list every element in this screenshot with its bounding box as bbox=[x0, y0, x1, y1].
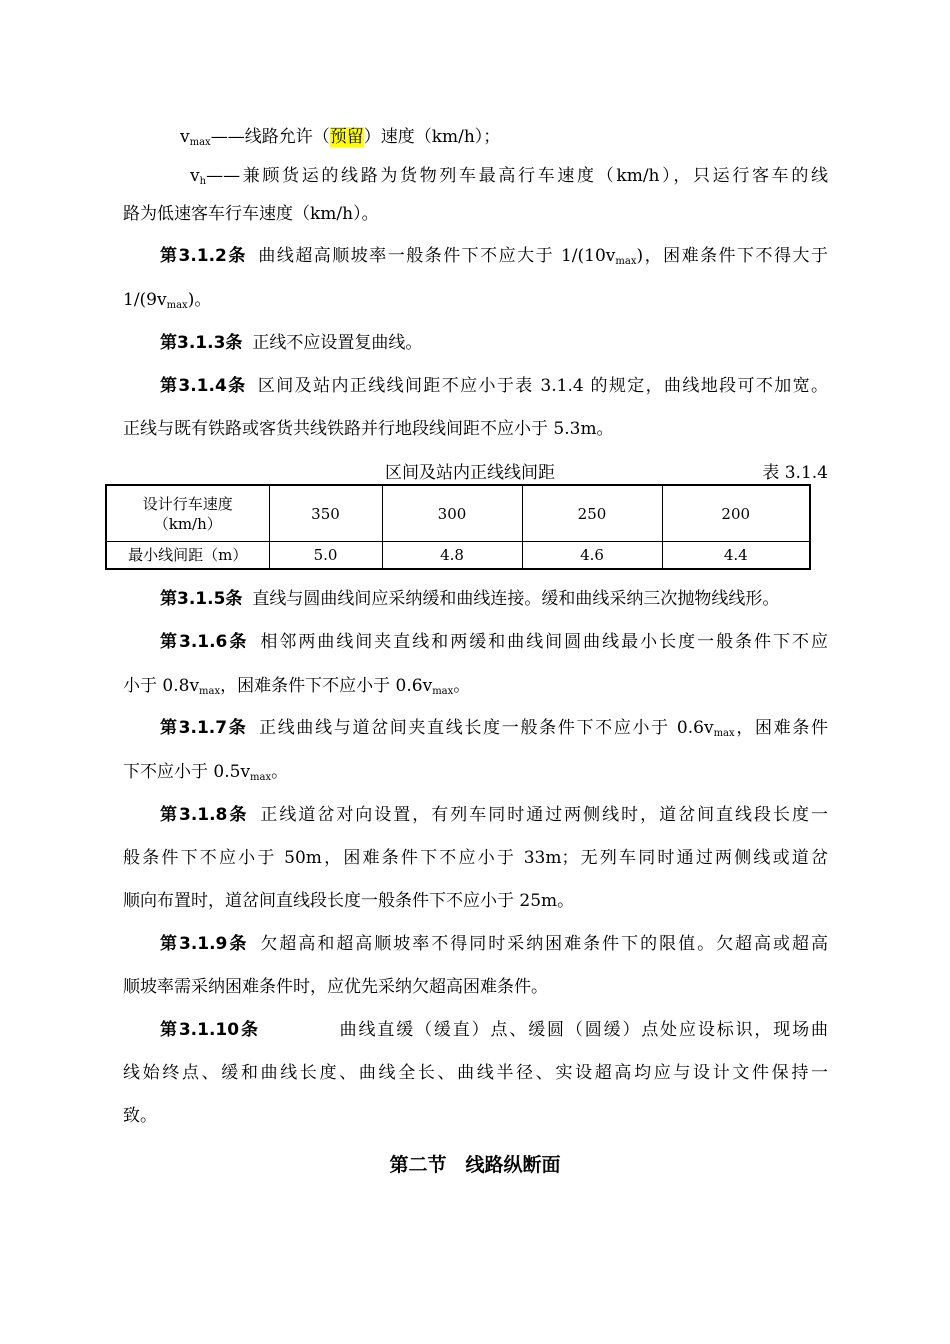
highlighted-text: 预留 bbox=[329, 127, 364, 147]
article-3-1-3: 第3.1.3条 正线不应设置复曲线。 bbox=[160, 333, 423, 353]
table-cell: 200 bbox=[662, 485, 810, 542]
table-row bbox=[106, 485, 810, 542]
vh-definition-line1: $v_h——$兼顾货运的线路为货物列车最高行车速度（km/h），只运行客车的线 bbox=[190, 166, 828, 187]
line-spacing-table bbox=[105, 484, 811, 570]
article-3-1-6-line2: 小于 $0.8v_{max}$，困难条件下不应小于 $0.6v_{max}$。 bbox=[123, 676, 471, 697]
section-heading: 第二节 线路纵断面 bbox=[389, 1154, 561, 1176]
table-cell: 4.6 bbox=[522, 542, 662, 570]
article-3-1-8-line2: 般条件下不应小于 50m，困难条件下不应小于 33m；无列车同时通过两侧线或道岔 bbox=[123, 848, 828, 868]
article-3-1-2-line2: $1/(9v_{max})$。 bbox=[123, 290, 212, 311]
article-label: 第3.1.8条 bbox=[160, 805, 249, 825]
article-3-1-8-line1: 第3.1.8条 正线道岔对向设置，有列车同时通过两侧线时，道岔间直线段长度一 bbox=[160, 805, 829, 825]
article-label: 第3.1.5条 bbox=[160, 589, 243, 609]
article-3-1-9-line2: 顺坡率需采纳困难条件时，应优先采纳欠超高困难条件。 bbox=[123, 977, 548, 997]
article-label: 第3.1.3条 bbox=[160, 333, 243, 353]
table-cell: 5.0 bbox=[269, 542, 382, 570]
article-label: 第3.1.6条 bbox=[160, 632, 249, 652]
table-cell: 4.4 bbox=[662, 542, 810, 570]
article-label: 第3.1.4条 bbox=[160, 376, 247, 396]
article-label: 第3.1.9条 bbox=[160, 934, 249, 954]
article-3-1-10-line3: 致。 bbox=[123, 1106, 157, 1126]
article-label: 第3.1.10条 bbox=[160, 1020, 260, 1040]
table-cell: 300 bbox=[382, 485, 522, 542]
table-cell: 4.8 bbox=[382, 542, 522, 570]
table-header-cell: 设计行车速度 （km/h） bbox=[106, 485, 269, 542]
article-3-1-2-line1: 第3.1.2条 曲线超高顺坡率一般条件下不应大于 $1/(10v_{max})$，困难条件下不得大于 bbox=[160, 246, 828, 267]
article-3-1-4-line1: 第3.1.4条 区间及站内正线线间距不应小于表 3.1.4 的规定，曲线地段可不加宽。 bbox=[160, 376, 829, 396]
table-cell: 350 bbox=[269, 485, 382, 542]
article-3-1-8-line3: 顺向布置时，道岔间直线段长度一般条件下不应小于 25m。 bbox=[123, 891, 575, 911]
table-number: 表 3.1.4 bbox=[762, 463, 828, 483]
article-label: 第3.1.7条 bbox=[160, 718, 248, 738]
table-header-cell: 最小线间距（m） bbox=[106, 542, 269, 570]
table-row bbox=[106, 542, 810, 570]
table-cell: 250 bbox=[522, 485, 662, 542]
table-title: 区间及站内正线线间距 bbox=[385, 463, 555, 483]
article-3-1-4-line2: 正线与既有铁路或客货共线铁路并行地段线间距不应小于 5.3m。 bbox=[123, 419, 614, 439]
article-3-1-5: 第3.1.5条 直线与圆曲线间应采纳缓和曲线连接。缓和曲线采纳三次抛物线线形。 bbox=[160, 589, 780, 609]
article-3-1-7-line1: 第3.1.7条 正线曲线与道岔间夹直线长度一般条件下不应小于 $0.6v_{max}$，困难条件 bbox=[160, 718, 829, 739]
vmax-definition: $v_{max}——$线路允许（预留）速度（km/h）； bbox=[180, 127, 501, 148]
article-3-1-10-line2: 线始终点、缓和曲线长度、曲线全长、曲线半径、实设超高均应与设计文件保持一 bbox=[123, 1063, 828, 1083]
vh-definition-line2: 路为低速客车行车速度（km/h）。 bbox=[123, 204, 379, 224]
article-3-1-10-line1: 第3.1.10条 曲线直缓（缓直）点、缓圆（圆缓）点处应设标识，现场曲 bbox=[160, 1020, 828, 1040]
article-label: 第3.1.2条 bbox=[160, 246, 247, 266]
article-3-1-9-line1: 第3.1.9条 欠超高和超高顺坡率不得同时采纳困难条件下的限值。欠超高或超高 bbox=[160, 934, 829, 954]
article-3-1-6-line1: 第3.1.6条 相邻两曲线间夹直线和两缓和曲线间圆曲线最小长度一般条件下不应 bbox=[160, 632, 829, 652]
article-3-1-7-line2: 下不应小于 $0.5v_{max}$。 bbox=[123, 762, 289, 783]
